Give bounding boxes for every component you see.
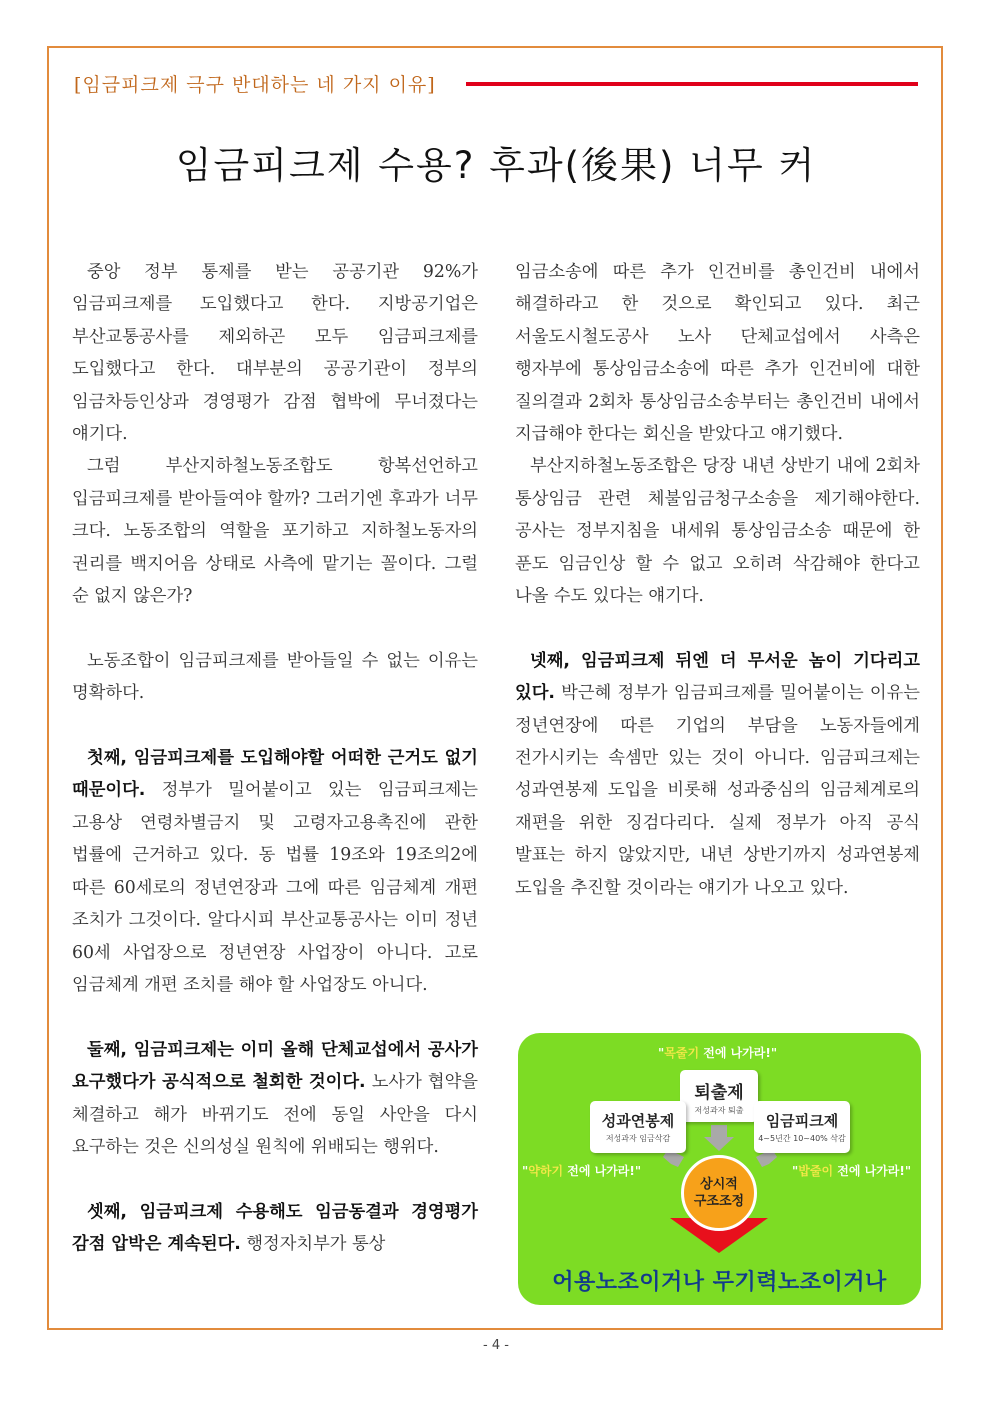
quote-right: "밥줄이 전에 나가라!" bbox=[792, 1164, 912, 1178]
restructuring-circle: 상시적 구조조정 bbox=[681, 1155, 757, 1231]
headline: 임금피크제 수용? 후과(後果) 너무 커 bbox=[175, 144, 817, 187]
paragraph: 임금소송에 따른 추가 인건비를 총인건비 내에서 해결하라고 한 것으로 확인되고 있다. 최근 서울도시철도공사 노사 단체교섭에서 사측은 행자부에 통상임금소송에 따른 추가 인건비에 대한 질의결과 2회차 통상임금소송부터는 총인건비 내에서 지급해야 한다는 회신을 받았다고 얘기했다. bbox=[515, 262, 920, 445]
paragraph: 중앙 정부 통제를 받는 공공기관 92%가 임금피크제를 도입했다고 한다. 지방공기업은 부산교통공사를 제외하곤 모두 임금피크제를 도입했다고 한다. 대부분의 공공기관이 정부의 임금차등인상과 경영평가 감점 협박에 무너졌다는 얘기다. bbox=[72, 262, 478, 445]
paragraph bbox=[72, 742, 478, 1001]
quote-left: "약하기 전에 나가라!" bbox=[522, 1164, 642, 1178]
small-arrow-top-icon bbox=[704, 1125, 734, 1151]
left-column bbox=[72, 256, 478, 1261]
paragraph bbox=[72, 1034, 478, 1164]
restructuring-infographic bbox=[518, 1033, 921, 1305]
box-dismissal: 퇴출제 저성과자 퇴출 bbox=[680, 1070, 758, 1122]
paragraph bbox=[72, 1196, 478, 1261]
paragraph: 노동조합이 임금피크제를 받아들일 수 없는 이유는 명확하다. bbox=[72, 650, 478, 704]
paragraph bbox=[515, 645, 920, 904]
reason-text: 행정자치부가 통상 bbox=[240, 1234, 386, 1255]
reason-text: 노사가 협약을 체결하고 해가 바뀌기도 전에 동일 사안을 다시 요구하는 것은 신의성실 원칙에 위배되는 행위다. bbox=[72, 1072, 478, 1157]
accent-rule bbox=[466, 82, 918, 86]
right-column bbox=[515, 256, 920, 904]
slogan: 어용노조이거나 무기력노조이거나 bbox=[552, 1270, 887, 1295]
reason-heading: 셋째, 임금피크제 수용해도 임금동결과 경영평가 감점 압박은 계속된다. bbox=[72, 1201, 478, 1255]
reason-heading: 첫째, 임금피크제를 도입해야할 어떠한 근거도 없기 때문이다. bbox=[72, 748, 478, 801]
reason-heading: 둘째, 임금피크제는 이미 올해 단체교섭에서 공사가 요구했다가 공식적으로 철회한 것이다. bbox=[72, 1039, 478, 1093]
paragraph: 그럼 부산지하철노동조합도 항복선언하고 입금피크제를 받아들여야 할까? 그러기엔 후과가 너무 크다. 노동조합의 역할을 포기하고 지하철노동자의 권리를 백지어음 상태로 사측에 맡기는 꼴이다. 그럴 순 없지 않은가? bbox=[72, 456, 478, 607]
reason-heading: 넷째, 임금피크제 뒤엔 더 무서운 놈이 기다리고 있다. bbox=[515, 650, 920, 704]
page-number: - 4 - bbox=[483, 1338, 509, 1353]
quote-top: "목줄기 전에 나가라!" bbox=[658, 1046, 778, 1060]
reason-text: 정부가 밀어붙이고 있는 임금피크제는 고용상 연령차별금지 및 고령자고용촉진에 관한 법률에 근거하고 있다. 동 법률 19조와 19조의2에 따른 60세로의 정년연장과 그에 따른 임금체계 개편 조치가 그것이다. 알다시피 부산교통공사는 이미 정년 60세 사업장으로 정년연장 사업장이 아니다. 고로 임금체계 개편 조치를 해야 할 사업장도 아니다. bbox=[72, 780, 478, 995]
section-tag: [임금피크제 극구 반대하는 네 가지 이유] bbox=[74, 74, 436, 96]
reason-text: 박근혜 정부가 임금피크제를 밀어붙이는 이유는 정년연장에 따른 기업의 부담을 노동자들에게 전가시키는 속셈만 있는 것이 아니다. 임금피크제는 성과연봉제 도입을 비롯해 성과중심의 임금체계로의 재편을 위한 징검다리다. 실제 정부가 아직 공식 발표는 하지 않았지만, 내년 상반기까지 성과연봉제 도입을 추진할 것이라는 얘기가 나오고 있다. bbox=[515, 683, 920, 898]
paragraph: 부산지하철노동조합은 당장 내년 상반기 내에 2회차 통상임금 관련 체불임금청구소송을 제기해야한다. 공사는 정부지침을 내세워 통상임금소송 때문에 한 푼도 임금인상 할 수 없고 오히려 삭감해야 한다고 나올 수도 있다는 얘기다. bbox=[515, 456, 920, 607]
box-performance-pay: 성과연봉제 저성과자 임금삭감 bbox=[590, 1101, 686, 1153]
box-wage-peak: 임금피크제 4~5년간 10~40% 삭감 bbox=[754, 1101, 850, 1153]
